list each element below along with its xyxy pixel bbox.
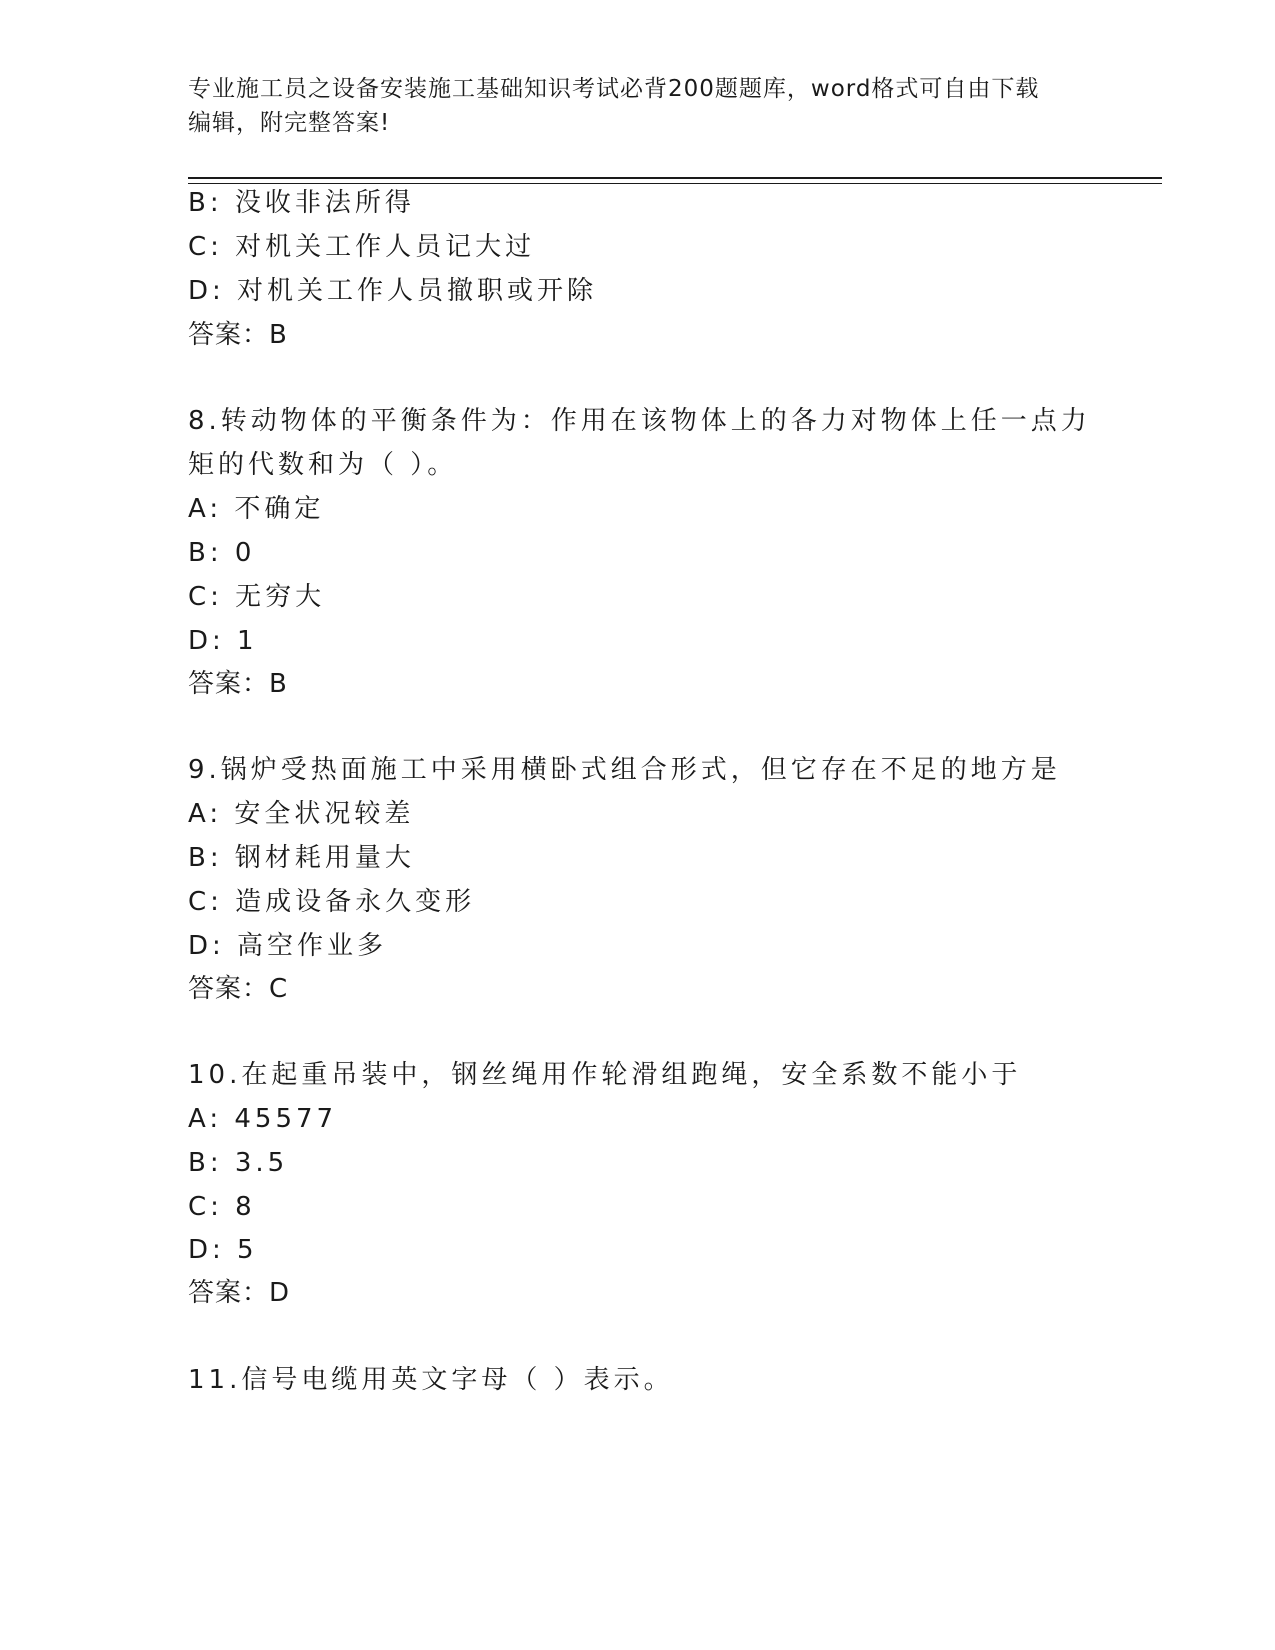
q8-stem-line-2: 矩的代数和为（ ）。 <box>188 450 458 480</box>
prev-answer: 答案：B <box>188 320 288 350</box>
header-line-1: 专业施工员之设备安装施工基础知识考试必背200题题库，word格式可自由下载 <box>188 76 1040 102</box>
header-line-2: 编辑，附完整答案! <box>188 110 391 136</box>
q9-answer: 答案：C <box>188 974 289 1004</box>
q8-option-b: B: 0 <box>188 538 256 568</box>
q11-stem-line-1: 11.信号电缆用英文字母（ ）表示。 <box>188 1365 674 1395</box>
header-divider-thick <box>188 177 1162 179</box>
header-divider-thin <box>188 183 1162 184</box>
prev-option-c: C: 对机关工作人员记大过 <box>188 232 536 262</box>
prev-option-d: D: 对机关工作人员撤职或开除 <box>188 276 598 306</box>
q10-answer: 答案：D <box>188 1278 291 1308</box>
q10-option-c: C: 8 <box>188 1192 256 1222</box>
q8-answer: 答案：B <box>188 669 288 699</box>
prev-option-b: B: 没收非法所得 <box>188 188 415 218</box>
q9-option-b: B: 钢材耗用量大 <box>188 843 415 873</box>
q10-option-a: A: 45577 <box>188 1104 338 1134</box>
q8-option-a: A: 不确定 <box>188 494 325 524</box>
q10-option-b: B: 3.5 <box>188 1148 289 1178</box>
q10-option-d: D: 5 <box>188 1235 258 1265</box>
q8-option-c: C: 无穷大 <box>188 582 326 612</box>
q9-stem-line-1: 9.锅炉受热面施工中采用横卧式组合形式，但它存在不足的地方是 <box>188 755 1061 785</box>
q10-stem-line-1: 10.在起重吊装中，钢丝绳用作轮滑组跑绳，安全系数不能小于 <box>188 1060 1022 1090</box>
q9-option-a: A: 安全状况较差 <box>188 799 415 829</box>
q9-option-d: D: 高空作业多 <box>188 931 388 961</box>
q8-stem-line-1: 8.转动物体的平衡条件为：作用在该物体上的各力对物体上任一点力 <box>188 406 1091 436</box>
document-header <box>188 72 1088 140</box>
q8-option-d: D: 1 <box>188 626 258 656</box>
q9-option-c: C: 造成设备永久变形 <box>188 887 476 917</box>
